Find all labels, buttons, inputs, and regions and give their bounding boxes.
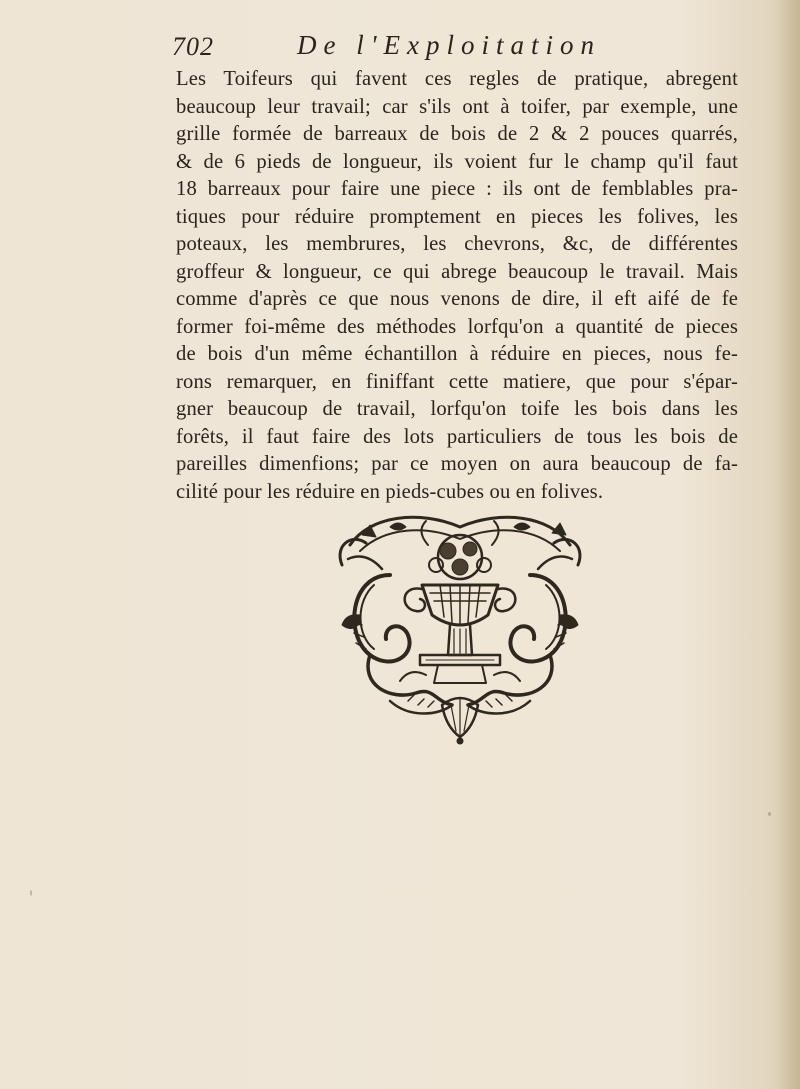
text-line: comme d'après ce que nous venons de dire, il eft aifé de fe [176,288,738,310]
text-line: & de 6 pieds de longueur, ils voient fur le champ qu'il faut [176,150,738,173]
body-paragraph [176,66,738,506]
page-header [172,30,652,64]
text-line: groffeur & longueur, ce qui abrege beaucoup le travail. Mais [176,260,738,283]
text-line: grille formée de barreaux de bois de 2 & 2 pouces quarrés, [176,123,738,145]
text-line: former foi-même des méthodes lorfqu'on a quantité de pieces [176,315,738,338]
text-line: forêts, il faut faire des lots particuliers de tous les bois de [176,425,738,448]
text-line: gner beaucoup de travail, lorfqu'on toife les bois dans les [176,398,738,420]
text-line: beaucoup leur travail; car s'ils ont à toifer, par exemple, une [176,95,738,118]
page-edge-shadow [776,0,800,1089]
page-number: 702 [172,32,214,61]
text-line: poteaux, les membrures, les chevrons, &c, de différentes [176,233,738,255]
paper-speck [183,462,186,465]
paper-speck [768,812,771,816]
text-line: de bois d'un même échantillon à réduire en pieces, nous fe- [176,343,738,365]
text-line: pareilles dimenfions; par ce moyen on aura beaucoup de fa- [176,453,738,475]
text-line: 18 barreaux pour faire une piece : ils ont de femblables pra- [176,178,738,200]
text-line: rons remarquer, en finiffant cette matiere, que pour s'épar- [176,370,738,393]
text-line: cilité pour les réduire en pieds-cubes ou en folives. [176,480,604,503]
paper-speck [179,470,181,472]
text-line: Les Toifeurs qui favent ces regles de pratique, abregent [176,68,738,90]
floral-vase-ornament-icon [330,505,590,745]
running-head: De l'Exploitation [297,30,601,60]
text-line: tiques pour réduire promptement en pieces les folives, les [176,205,738,228]
paper-speck [30,890,32,896]
